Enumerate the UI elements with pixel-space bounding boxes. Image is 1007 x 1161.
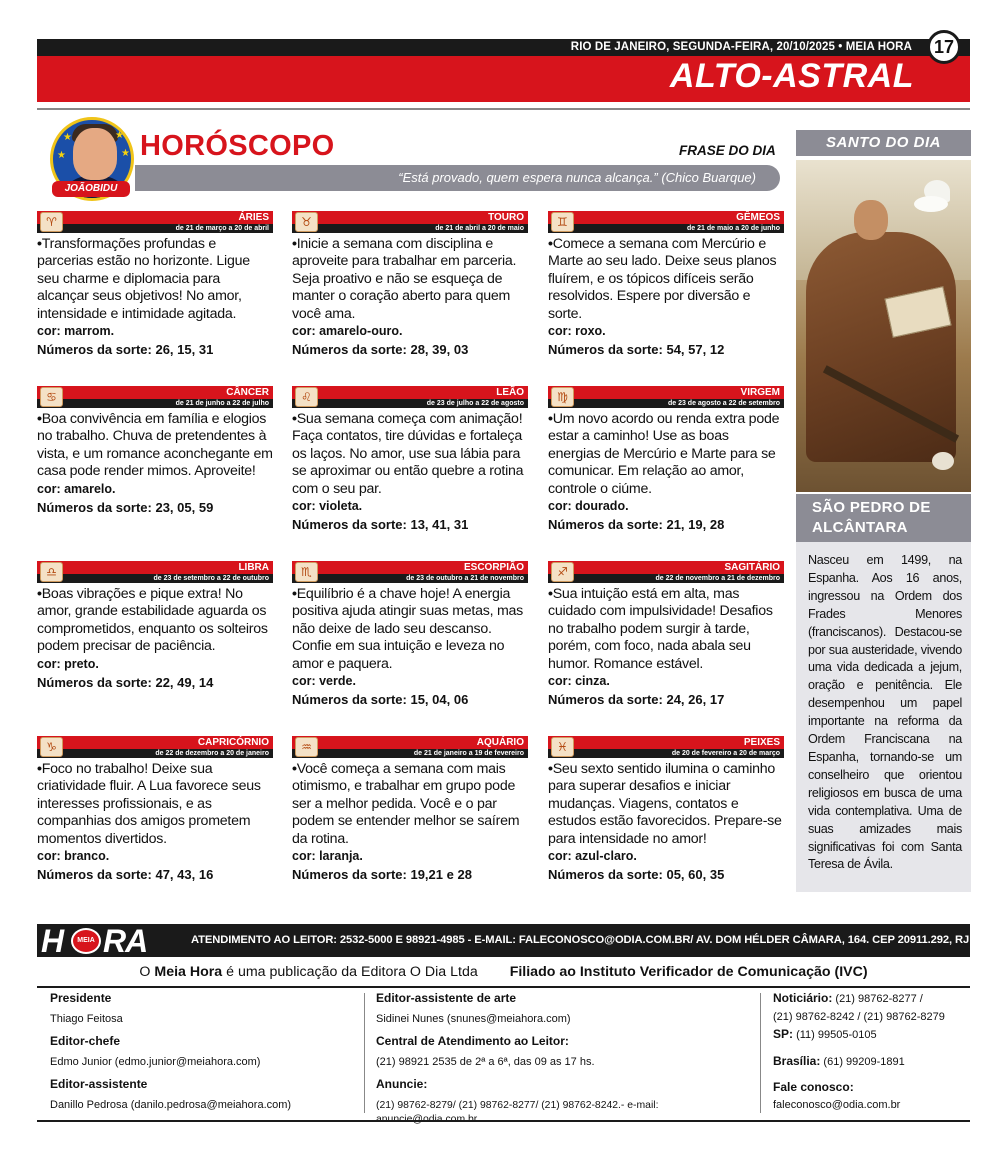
sign-header: [292, 211, 528, 233]
sign-lucky-numbers: Números da sorte: 15, 04, 06: [292, 692, 469, 708]
sign-date-bar: [37, 399, 273, 408]
publisher-line: [37, 960, 970, 985]
reader-contact: ATENDIMENTO AO LEITOR: 2532-5000 E 98921-4985 - E-MAIL: FALECONOSCO@ODIA.COM.BR/ AV. DOM HÉLDER CÂMARA, 164. CEP 20911.292, RJ: [191, 934, 970, 946]
sign-header: [548, 211, 784, 233]
sign-date-bar: [292, 749, 528, 758]
sign-date-bar: [548, 749, 784, 758]
sign-dates: de 21 de abril a 20 de maio: [435, 225, 524, 232]
sign-forecast: •Inicie a semana com disciplina e aproveite para trabalhar em parceria. Seja proativo e não se esqueça de manter o coração aberto para quem você ama.: [292, 236, 517, 322]
sign-header: [292, 561, 528, 583]
taurus-icon: ♉: [295, 212, 318, 232]
sign-name-bar: [292, 561, 528, 574]
sign-name: ÁRIES: [238, 212, 269, 223]
sign-name: SAGITÁRIO: [724, 562, 780, 573]
sign-card: [37, 736, 273, 885]
sign-name: TOURO: [488, 212, 524, 223]
sign-name: ESCORPIÃO: [463, 562, 524, 573]
sign-dates: de 23 de setembro a 22 de outubro: [153, 575, 269, 582]
sign-forecast: •Você começa a semana com mais otimismo, e trabalhar em grupo pode ser a melhor pedida. Você e o par podem se entender melhor se saírem da rotina.: [292, 761, 520, 847]
capricorn-icon: ♑: [40, 737, 63, 757]
sign-name-bar: [292, 386, 528, 399]
sign-header: [37, 736, 273, 758]
header-divider: [37, 108, 970, 110]
sign-forecast-text: Boas vibrações e pique extra! No amor, grande estabilidade aguarda os comprometidos, enquanto os solteiros podem precisar de paciência.: [37, 586, 268, 655]
footer-column-separator: [364, 993, 365, 1113]
staff-label: Editor-chefe: [50, 1034, 121, 1049]
sign-color: cor: amarelo-ouro.: [292, 324, 403, 339]
brasilia-label: Brasília:: [773, 1053, 821, 1068]
phrase-of-the-day: “Está provado, quem espera nunca alcança.” (Chico Buarque): [398, 170, 756, 185]
sign-forecast: •Boa convivência em família e elogios no trabalho. Chuva de pretendentes à vista, e um romance aconchegante em casa pode render mimos. Aproveite!: [37, 411, 273, 480]
sign-color: cor: violeta.: [292, 499, 363, 514]
horoscope-title: HORÓSCOPO: [140, 130, 335, 162]
contact-label: Fale conosco:: [773, 1080, 854, 1095]
libra-icon: ♎: [40, 562, 63, 582]
scorpio-icon: ♏: [295, 562, 318, 582]
saint-name: SÃO PEDRO DE ALCÂNTARA: [796, 494, 971, 542]
sign-date-bar: [292, 399, 528, 408]
sign-color: cor: dourado.: [548, 499, 629, 514]
sign-name: LIBRA: [238, 562, 269, 573]
publisher-prefix: O: [139, 964, 155, 980]
saint-bio: Nasceu em 1499, na Espanha. Aos 16 anos, ingressou na Ordem dos Frades Menores (franciscanos). Destacou-se por sua austeridade, vivendo uma vida dedicada a jejum, oração e penitência. Ele desempenhou um papel importante na reforma da Ordem Franciscana na Espanha, tornando-se um conselheiro que orientou religiosos em busca de uma vida contemplativa. Uma de suas amizades mais significativas foi com Santa Teresa de Ávila.: [808, 553, 962, 872]
sign-header: [292, 386, 528, 408]
sign-color: cor: verde.: [292, 674, 356, 689]
sign-name-bar: [37, 736, 273, 749]
sign-color: cor: preto.: [37, 656, 99, 671]
sign-name-bar: [37, 386, 273, 399]
sign-name: AQUÁRIO: [476, 737, 524, 748]
sign-card: [548, 736, 784, 885]
sign-color: cor: cinza.: [548, 674, 610, 689]
sign-forecast: •Sua semana começa com animação! Faça contatos, tire dúvidas e fortaleça os laços. No amor, use sua lábia para se aproximar ou então quebre a rotina com o seu par.: [292, 411, 524, 497]
sp-label: SP:: [773, 1027, 794, 1042]
sign-lucky-numbers: Números da sorte: 05, 60, 35: [548, 867, 725, 883]
sign-forecast: •Boas vibrações e pique extra! No amor, grande estabilidade aguarda os comprometidos, enquanto os solteiros podem precisar de paciência.: [37, 586, 268, 655]
staff-value: Edmo Junior (edmo.junior@meiahora.com): [50, 1055, 261, 1068]
sign-forecast: •Foco no trabalho! Deixe sua criatividade fluir. A Lua favorece seus interesses profissionais, e as companhias dos amigos prometem momentos divertidos.: [37, 761, 261, 847]
newsroom-phone-1: (21) 98762-8277 /: [832, 993, 923, 1005]
sign-date-bar: [292, 224, 528, 233]
sign-lucky-numbers: Números da sorte: 24, 26, 17: [548, 692, 725, 708]
sign-dates: de 21 de maio a 20 de junho: [687, 225, 780, 232]
sign-card: [292, 386, 528, 535]
sign-color: cor: amarelo.: [37, 481, 116, 496]
sign-dates: de 22 de novembro a 21 de dezembro: [655, 575, 780, 582]
sign-forecast-text: Transformações profundas e parcerias estão no horizonte. Ligue seu charme e diplomacia para alcançar seus objetivos! No amor, intensidade e intimidade agitada.: [37, 236, 250, 322]
astrologer-avatar: ★ ★ ★ ★: [50, 117, 134, 201]
sign-dates: de 23 de julho a 22 de agosto: [426, 400, 524, 407]
sign-card: [548, 561, 784, 710]
staff-value: (21) 98762-8279/ (21) 98762-8277/ (21) 98762-8242.- e-mail:: [376, 1099, 659, 1111]
sign-header: [292, 736, 528, 758]
staff-value: (21) 98921 2535 de 2ª a 6ª, das 09 as 17 hs.: [376, 1055, 595, 1068]
sign-header: [548, 386, 784, 408]
staff-label: Presidente: [50, 991, 112, 1005]
sign-forecast: •Um novo acordo ou renda extra pode estar a caminho! Use as boas energias de Mercúrio e Marte para se comunicar. Em relação ao amor, controle o ciúme.: [548, 411, 780, 497]
sign-name-bar: [548, 211, 784, 224]
sign-name: GÊMEOS: [736, 212, 780, 223]
sign-name-bar: [548, 561, 784, 574]
sign-dates: de 21 de junho a 22 de julho: [175, 400, 269, 407]
sign-name: CÂNCER: [226, 387, 269, 398]
staff-column-1: [50, 992, 350, 1122]
sign-card: [292, 211, 528, 360]
sign-dates: de 23 de outubro a 21 de novembro: [406, 575, 524, 582]
sign-dates: de 21 de janeiro a 19 de fevereiro: [413, 750, 524, 757]
sign-forecast-text: Inicie a semana com disciplina e aproveite para trabalhar em parceria. Seja proativo e não se esqueça de manter o coração aberto para quem você ama.: [292, 236, 517, 322]
sign-card: [548, 211, 784, 360]
sign-lucky-numbers: Números da sorte: 26, 15, 31: [37, 342, 214, 358]
sign-name: VIRGEM: [740, 387, 780, 398]
sign-forecast-text: Boa convivência em família e elogios no trabalho. Chuva de pretendentes à vista, e um romance aconchegante em casa pode render mimos. Aproveite!: [37, 411, 273, 480]
newsroom-label: Noticiário:: [773, 991, 833, 1005]
footer-bar: [37, 924, 970, 957]
sign-dates: de 22 de dezembro a 20 de janeiro: [155, 750, 269, 757]
sign-header: [548, 561, 784, 583]
sign-date-bar: [37, 749, 273, 758]
sign-color: cor: roxo.: [548, 324, 606, 339]
phrase-label: FRASE DO DIA: [679, 143, 776, 158]
sign-date-bar: [37, 574, 273, 583]
aries-icon: ♈: [40, 212, 63, 232]
sign-dates: de 23 de agosto a 22 de setembro: [667, 400, 780, 407]
sign-header: [37, 211, 273, 233]
sign-dates: de 20 de fevereiro a 20 de março: [671, 750, 780, 757]
sign-name-bar: [292, 211, 528, 224]
sign-color: cor: marrom.: [37, 324, 115, 339]
saint-bio-box: [796, 542, 971, 892]
sign-header: [37, 561, 273, 583]
sign-date-bar: [292, 574, 528, 583]
sign-color: cor: branco.: [37, 849, 110, 864]
sign-card: [292, 561, 528, 710]
sign-lucky-numbers: Números da sorte: 47, 43, 16: [37, 867, 214, 883]
footer-column-separator: [760, 993, 761, 1113]
phrase-bar: [135, 165, 780, 191]
sign-forecast: •Seu sexto sentido ilumina o caminho para superar desafios e iniciar mudanças. Viagens, contatos e estudos estão favorecidos. Prepare-se para intensidade no amor!: [548, 761, 782, 847]
sign-color: cor: laranja.: [292, 849, 363, 864]
logo-letter-h: H: [41, 923, 64, 959]
sign-lucky-numbers: Números da sorte: 19,21 e 28: [292, 867, 472, 883]
sign-lucky-numbers: Números da sorte: 28, 39, 03: [292, 342, 469, 358]
sign-lucky-numbers: Números da sorte: 54, 57, 12: [548, 342, 725, 358]
logo-letters-ra: RA: [103, 923, 148, 959]
sign-card: [548, 386, 784, 535]
sign-date-bar: [548, 399, 784, 408]
contact-email: faleconosco@odia.com.br: [773, 1098, 901, 1111]
brasilia-phone: (61) 99209-1891: [820, 1055, 905, 1068]
sign-forecast-text: Equilíbrio é a chave hoje! A energia positiva ajuda atingir suas metas, mas não deixe de lado seu descanso. Confie em sua intuição e leveza no amor e paquera.: [292, 586, 524, 672]
staff-label: Anuncie:: [376, 1077, 428, 1092]
gemini-icon: ♊: [551, 212, 574, 232]
staff-column-2: [376, 992, 756, 1135]
leo-icon: ♌: [295, 387, 318, 407]
sign-date-bar: [548, 574, 784, 583]
sign-header: [548, 736, 784, 758]
page-number: 17: [927, 30, 961, 64]
newsroom-phone-2: (21) 98762-8242 / (21) 98762-8279: [773, 1010, 945, 1023]
sign-name-bar: [548, 736, 784, 749]
sign-name-bar: [292, 736, 528, 749]
staff-value: Sidinei Nunes (snunes@meiahora.com): [376, 1012, 571, 1025]
sign-date-bar: [37, 224, 273, 233]
ivc-affiliation: Filiado ao Instituto Verificador de Comunicação (IVC): [509, 964, 868, 980]
sign-forecast-text: Um novo acordo ou renda extra pode estar a caminho! Use as boas energias de Mercúrio e Marte para se comunicar. Em relação ao amor, controle o ciúme.: [548, 411, 780, 497]
sign-forecast: •Transformações profundas e parcerias estão no horizonte. Ligue seu charme e diplomacia para alcançar seus objetivos! No amor, intensidade e intimidade agitada.: [37, 236, 250, 322]
dateline: RIO DE JANEIRO, SEGUNDA-FEIRA, 20/10/2025 • MEIA HORA: [570, 41, 912, 53]
pisces-icon: ♓: [551, 737, 574, 757]
sign-forecast: •Comece a semana com Mercúrio e Marte ao seu lado. Deixe seus planos fluírem, e os tópicos difíceis serão resolvidos. Espere por diversão e sorte.: [548, 236, 777, 322]
aquarius-icon: ♒: [295, 737, 318, 757]
sign-name: PEIXES: [743, 737, 780, 748]
dateline-bar: [37, 39, 970, 56]
sign-forecast-text: Comece a semana com Mercúrio e Marte ao seu lado. Deixe seus planos fluírem, e os tópicos difíceis serão resolvidos. Espere por diversão e sorte.: [548, 236, 777, 322]
sign-card: [37, 386, 273, 518]
staff-column-3: [773, 992, 968, 1113]
sagittarius-icon: ♐: [551, 562, 574, 582]
staff-value: Thiago Feitosa: [50, 1012, 123, 1025]
sign-dates: de 21 de março a 20 de abril: [175, 225, 269, 232]
staff-label: Editor-assistente: [50, 1077, 148, 1092]
sign-forecast: •Equilíbrio é a chave hoje! A energia positiva ajuda atingir suas metas, mas não deixe de lado seu descanso. Confie em sua intuição e leveza no amor e paquera.: [292, 586, 524, 672]
saint-section-label: SANTO DO DIA: [796, 130, 971, 156]
sign-lucky-numbers: Números da sorte: 23, 05, 59: [37, 500, 214, 516]
sign-date-bar: [548, 224, 784, 233]
sign-forecast-text: Seu sexto sentido ilumina o caminho para superar desafios e iniciar mudanças. Viagens, contatos e estudos estão favorecidos. Prepare-se para intensidade no amor!: [548, 761, 782, 847]
sign-lucky-numbers: Números da sorte: 13, 41, 31: [292, 517, 469, 533]
footer-divider-bottom: [37, 1120, 970, 1122]
sign-forecast-text: Você começa a semana com mais otimismo, e trabalhar em grupo pode ser a melhor pedida. Você e o par podem se entender melhor se saírem da rotina.: [292, 761, 520, 847]
sign-forecast: •Sua intuição está em alta, mas cuidado com impulsividade! Desafios no trabalho podem surgir à tarde, porém, com foco, nada abala seu humor. Romance estável.: [548, 586, 773, 672]
saint-painting: [796, 160, 971, 492]
publisher-suffix: é uma publicação da Editora O Dia Ltda: [222, 964, 478, 980]
sign-name-bar: [548, 386, 784, 399]
sign-forecast-text: Sua intuição está em alta, mas cuidado com impulsividade! Desafios no trabalho podem surgir à tarde, porém, com foco, nada abala seu humor. Romance estável.: [548, 586, 773, 672]
astrologer-badge: JOÃOBIDU: [52, 181, 130, 197]
sign-name: LEÃO: [496, 387, 524, 398]
footer-divider-top: [37, 986, 970, 988]
sign-name: CAPRICÓRNIO: [197, 737, 269, 748]
cancer-icon: ♋: [40, 387, 63, 407]
sign-card: [37, 211, 273, 360]
staff-label: Editor-assistente de arte: [376, 991, 517, 1005]
publisher-brand: Meia Hora: [154, 964, 223, 980]
sign-card: [292, 736, 528, 885]
sign-name-bar: [37, 561, 273, 574]
section-band: [37, 56, 970, 102]
sign-card: [37, 561, 273, 693]
sign-header: [37, 386, 273, 408]
virgo-icon: ♍: [551, 387, 574, 407]
staff-label: Central de Atendimento ao Leitor:: [376, 1034, 569, 1049]
sign-name-bar: [37, 211, 273, 224]
sign-forecast-text: Sua semana começa com animação! Faça contatos, tire dúvidas e fortaleça os laços. No amor, use sua lábia para se aproximar ou então quebre a rotina com o seu par.: [292, 411, 524, 497]
sign-color: cor: azul-claro.: [548, 849, 637, 864]
sign-lucky-numbers: Números da sorte: 22, 49, 14: [37, 675, 214, 691]
sp-phone: (11) 99505-0105: [793, 1029, 877, 1042]
section-title: ALTO-ASTRAL: [669, 57, 914, 95]
logo-circle: MEIA: [71, 928, 101, 954]
staff-value: Danillo Pedrosa (danilo.pedrosa@meiahora.com): [50, 1098, 292, 1111]
sign-lucky-numbers: Números da sorte: 21, 19, 28: [548, 517, 725, 533]
meia-hora-logo: [41, 923, 181, 959]
sign-forecast-text: Foco no trabalho! Deixe sua criatividade fluir. A Lua favorece seus interesses profissionais, e as companhias dos amigos prometem momentos divertidos.: [37, 761, 261, 847]
